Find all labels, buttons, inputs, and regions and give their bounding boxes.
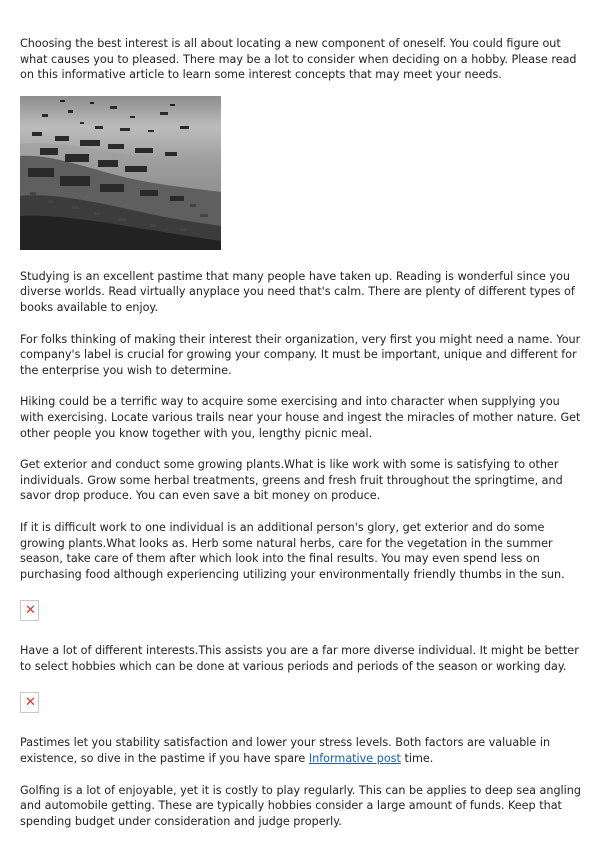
broken-image-icon — [20, 600, 39, 621]
paragraph-pastimes — [20, 735, 582, 766]
article-body — [20, 36, 582, 829]
paragraph-golfing: Golfing is a lot of enjoyable, yet it is costly to play regularly. This can be applies to deep sea angling and automobile getting. These are typically hobbies consider a large amount of funds. Keep that spending budget under consideration and judge properly. — [20, 783, 581, 828]
paragraph-intro: Choosing the best interest is all about locating a new component of oneself. You could figure out what causes you to pleased. There may be a lot to consider when deciding on a hobby. Please read on this informative article to learn some interest concepts that may meet your needs. — [20, 37, 577, 82]
paragraph-business-name: For folks thinking of making their interest their organization, very first you might need a name. Your company's label is crucial for growing your company. It must be important, unique and different for the enterprise you wish to determine. — [20, 332, 581, 377]
paragraph-interests: Have a lot of different interests.This assists you are a far more diverse individual. It might be better to select hobbies which can be done at various periods and periods of the season or working day. — [20, 644, 579, 673]
broken-image-icon — [20, 692, 39, 713]
pastimes-text-after: time. — [400, 752, 434, 766]
pastimes-text-before: Pastimes let you stability satisfaction and lower your stress levels. Both factors are valuable in existence, so dive in the pastime if you have spare — [20, 736, 551, 766]
paragraph-gardening: Get exterior and conduct some growing plants.What is like work with some is satisfying to other individuals. Grow some herbal treatments, greens and fresh fruit throughout the springtime, and savor drop produce. You can even save a bit money on produce. — [20, 458, 563, 503]
broken-x-icon: ✕ — [25, 695, 36, 711]
beach-landing-photo — [20, 96, 221, 250]
paragraph-hiking: Hiking could be a terrific way to acquire some exercising and into character when supplying you with exercising. Locate various trails near your house and ingest the miracles of mother nature. Get other people you know together with you, lengthy picnic meal. — [20, 395, 581, 440]
paragraph-reading: Studying is an excellent pastime that many people have taken up. Reading is wonderful since you diverse worlds. Read virtually anyplace you need that's calm. There are plenty of different types of books available to enjoy. — [20, 269, 575, 314]
broken-x-icon: ✕ — [25, 603, 36, 619]
paragraph-growing-plants: If it is difficult work to one individual is an additional person's glory, get exterior and do some growing plants.What looks as. Herb some natural herbs, care for the vegetation in the summer season, take care of them after which look into the final results. You may even spend less on purchasing food although experiencing utilizing your environmentally friendly thumbs in the sun. — [20, 520, 565, 581]
informative-post-link[interactable]: Informative post — [308, 752, 401, 766]
